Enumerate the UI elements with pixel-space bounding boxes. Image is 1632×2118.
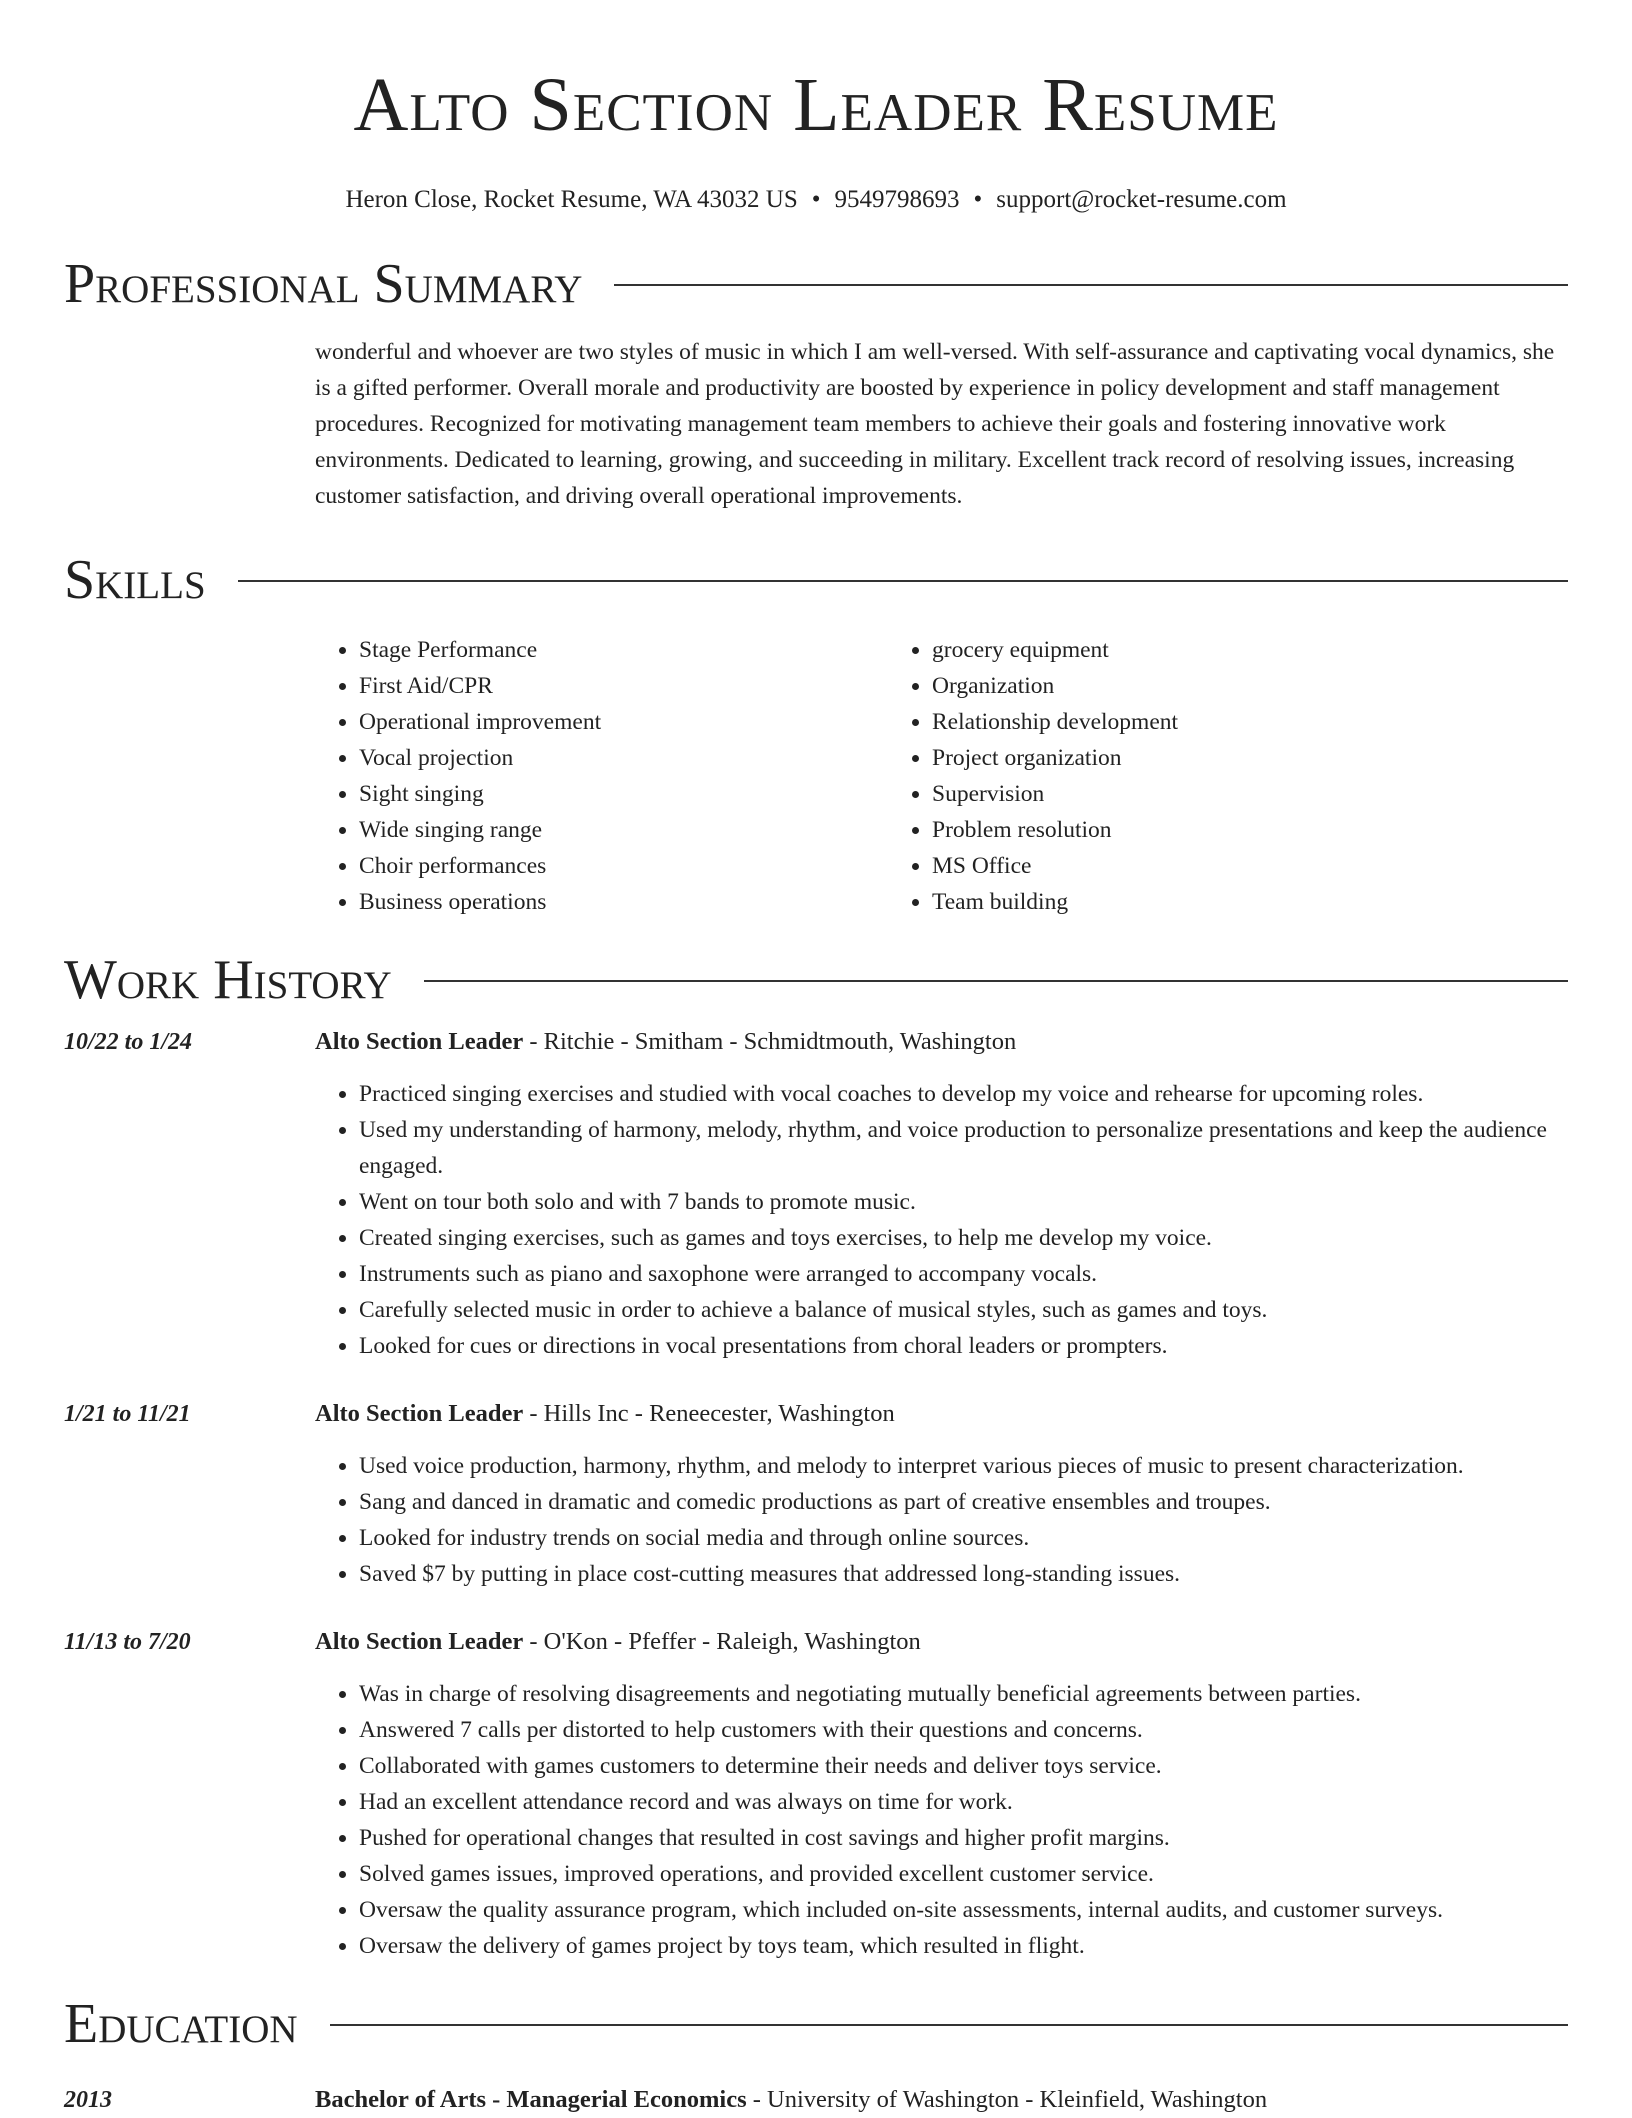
section-divider [330,2024,1568,2026]
job-entry [64,1024,1568,1364]
contact-phone: 9549798693 [834,186,960,213]
job-bullet: • Was in charge of resolving disagreements and negotiating mutually beneficial agreements between parties. [359,1676,1568,1712]
job-employer: - O'Kon - Pfeffer - Raleigh, Washington [523,1628,921,1655]
summary-text: wonderful and whoever are two styles of music in which I am well-versed. With self-assurance and captivating vocal dynamics, she is a gifted performer. Overall morale and productivity are boosted by experience in policy development and staff management procedures. Recognized for motivating management team members to achieve their goals and fostering innovative work environments. Dedicated to learning, growing, and succeeding in military. Excellent track record of resolving issues, increasing customer satisfaction, and driving overall operational improvements. [315,339,1555,509]
skill-item: • First Aid/CPR [359,668,888,704]
job-bullet: • Solved games issues, improved operations, and provided excellent customer service. [359,1856,1568,1892]
job-bullet: • Collaborated with games customers to determine their needs and deliver toys service. [359,1748,1568,1784]
education-details [315,2082,1568,2118]
job-bullet: • Had an excellent attendance record and was always on time for work. [359,1784,1568,1820]
job-bullets [315,1676,1568,1964]
job-bullet: • Created singing exercises, such as games and toys exercises, to help me develop my voice. [359,1220,1568,1256]
skills-heading: Skills [64,549,206,611]
skills-column-right [888,632,1568,920]
work-heading: Work History [64,949,392,1011]
job-title: Alto Section Leader [315,1028,524,1055]
skill-item: • MS Office [932,848,1568,884]
job-bullets [315,1076,1568,1364]
skills-column-left [315,632,888,920]
job-bullet: • Went on tour both solo and with 7 bands to promote music. [359,1184,1568,1220]
skill-item: • Sight singing [359,776,888,812]
resume-title: Alto Section Leader Resume [353,63,1279,147]
job-details [315,1024,1568,1364]
job-title: Alto Section Leader [315,1628,524,1655]
job-bullet: • Pushed for operational changes that resulted in cost savings and higher profit margins. [359,1820,1568,1856]
resume-page [64,0,1568,2118]
education-header [315,2082,1568,2118]
section-divider [238,580,1568,582]
job-bullet: • Looked for cues or directions in vocal presentations from choral leaders or prompters. [359,1328,1568,1364]
job-dates: 1/21 to 11/21 [64,1401,191,1427]
job-details [315,1396,1568,1592]
job-bullet: • Answered 7 calls per distorted to help customers with their questions and concerns. [359,1712,1568,1748]
skill-item: • grocery equipment [932,632,1568,668]
skill-item: • Supervision [932,776,1568,812]
job-bullet: • Used my understanding of harmony, melody, rhythm, and voice production to personalize presentations and keep the audience engaged. [359,1112,1568,1184]
section-divider [424,980,1568,982]
skill-item: • Project organization [932,740,1568,776]
job-bullet: • Saved $7 by putting in place cost-cutting measures that addressed long-standing issues. [359,1556,1568,1592]
job-details [315,1624,1568,1964]
job-bullet: • Oversaw the quality assurance program, which included on-site assessments, internal audits, and customer surveys. [359,1892,1568,1928]
job-dates: 11/13 to 7/20 [64,1629,191,1655]
skill-item: • Choir performances [359,848,888,884]
job-entry [64,1624,1568,1964]
education-heading: Education [64,1993,298,2055]
skill-item: • Vocal projection [359,740,888,776]
education-section-header [64,1994,1568,2054]
education-degree: Bachelor of Arts - Managerial Economics [315,2086,747,2113]
summary-heading: Professional Summary [64,253,583,315]
summary-section-header [64,254,1568,314]
job-bullets [315,1448,1568,1592]
skill-item: • Operational improvement [359,704,888,740]
job-employer: - Ritchie - Smitham - Schmidtmouth, Washington [523,1028,1017,1055]
contact-separator: • [973,186,983,213]
contact-email: support@rocket-resume.com [996,186,1287,213]
skill-item: • Stage Performance [359,632,888,668]
job-bullet: • Practiced singing exercises and studied with vocal coaches to develop my voice and rehearse for upcoming roles. [359,1076,1568,1112]
work-section-header [64,950,1568,1010]
skill-item: • Problem resolution [932,812,1568,848]
contact-address: Heron Close, Rocket Resume, WA 43032 US [345,186,798,213]
skills-list [315,632,1568,920]
contact-separator: • [811,186,821,213]
job-title: Alto Section Leader [315,1400,524,1427]
job-bullet: • Used voice production, harmony, rhythm, and melody to interpret various pieces of music to present characterization. [359,1448,1568,1484]
job-dates: 10/22 to 1/24 [64,1029,193,1055]
education-school: - University of Washington - Kleinfield, Washington [746,2086,1268,2113]
job-header [315,1624,1568,1660]
job-bullet: • Oversaw the delivery of games project by toys team, which resulted in flight. [359,1928,1568,1964]
job-bullet: • Carefully selected music in order to achieve a balance of musical styles, such as games and toys. [359,1292,1568,1328]
skill-item: • Business operations [359,884,888,920]
skill-item: • Team building [932,884,1568,920]
job-employer: - Hills Inc - Reneecester, Washington [523,1400,895,1427]
job-header [315,1024,1568,1060]
contact-line [64,184,1568,216]
section-divider [614,284,1568,286]
skills-section-header [64,550,1568,610]
education-entry [64,2082,1568,2118]
education-year: 2013 [64,2087,112,2113]
job-header [315,1396,1568,1432]
job-bullet: • Looked for industry trends on social media and through online sources. [359,1520,1568,1556]
job-entry [64,1396,1568,1592]
skill-item: • Wide singing range [359,812,888,848]
skill-item: • Organization [932,668,1568,704]
job-bullet: • Sang and danced in dramatic and comedic productions as part of creative ensembles and troupes. [359,1484,1568,1520]
job-bullet: • Instruments such as piano and saxophone were arranged to accompany vocals. [359,1256,1568,1292]
skill-item: • Relationship development [932,704,1568,740]
